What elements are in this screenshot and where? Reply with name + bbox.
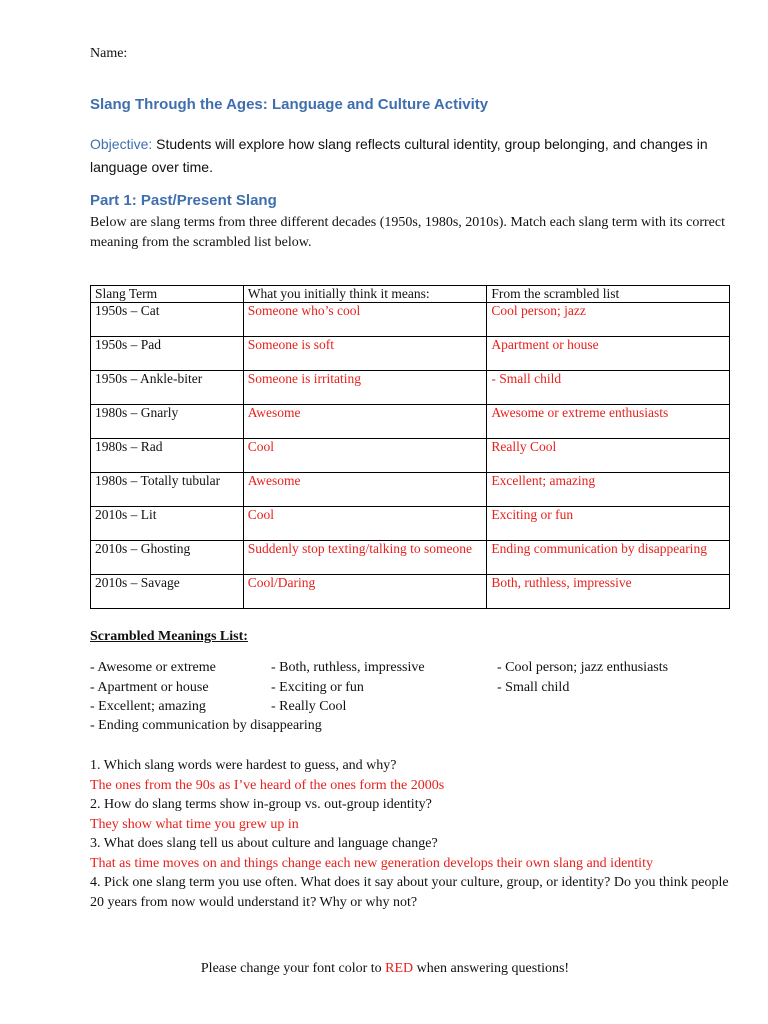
guess-answer-cell[interactable]: Suddenly stop texting/talking to someone	[243, 541, 487, 575]
scrambled-item: - Small child	[497, 680, 570, 695]
page-title: Slang Through the Ages: Language and Culture Activity	[90, 96, 489, 113]
slang-term-cell: 1950s – Cat	[91, 303, 244, 337]
footer-text-before: Please change your font color to	[200, 961, 386, 976]
part1-intro: Below are slang terms from three different decades (1950s, 1980s, 2010s). Match each slang term with its correct meaning from the scrambled list below.	[90, 215, 725, 250]
match-answer-cell[interactable]: Apartment or house	[487, 337, 730, 371]
guess-answer-cell[interactable]: Someone who’s cool	[243, 303, 487, 337]
footer-red-word: RED	[385, 961, 414, 976]
match-answer-cell[interactable]: Ending communication by disappearing	[487, 541, 730, 575]
table-row	[91, 575, 730, 609]
guess-answer-cell[interactable]: Cool	[243, 439, 487, 473]
scrambled-item: - Really Cool	[271, 699, 347, 714]
objective-text: Students will explore how slang reflects cultural identity, group belonging, and changes in language over time.	[90, 136, 708, 175]
scrambled-list-heading: Scrambled Meanings List:	[90, 629, 248, 644]
questions-section	[90, 756, 730, 912]
table-header-row	[91, 286, 730, 303]
guess-answer-cell[interactable]: Cool/Daring	[243, 575, 487, 609]
scrambled-item: - Cool person; jazz enthusiasts	[497, 660, 669, 675]
slang-term-cell: 1980s – Gnarly	[91, 405, 244, 439]
table-row	[91, 439, 730, 473]
table-header-cell: Slang Term	[91, 286, 244, 303]
guess-answer-cell[interactable]: Someone is soft	[243, 337, 487, 371]
question-text: 1. Which slang words were hardest to guess, and why?	[90, 758, 397, 773]
scrambled-item: - Awesome or extreme	[90, 660, 216, 675]
table-row	[91, 507, 730, 541]
footer-text-after: when answering questions!	[413, 961, 570, 976]
table-row	[91, 473, 730, 507]
table-row	[91, 337, 730, 371]
table-row	[91, 405, 730, 439]
table-header-cell: From the scrambled list	[487, 286, 730, 303]
match-answer-cell[interactable]: Awesome or extreme enthusiasts	[487, 405, 730, 439]
match-answer-cell[interactable]: Cool person; jazz	[487, 303, 730, 337]
guess-answer-cell[interactable]: Cool	[243, 507, 487, 541]
answer-text[interactable]: They show what time you grew up in	[90, 816, 299, 832]
scrambled-item: - Apartment or house	[90, 680, 209, 695]
objective-label: Objective:	[90, 136, 153, 152]
slang-term-cell: 1950s – Ankle-biter	[91, 371, 244, 405]
table-row	[91, 541, 730, 575]
guess-answer-cell[interactable]: Awesome	[243, 405, 487, 439]
question-text: 2. How do slang terms show in-group vs. out-group identity?	[90, 797, 432, 812]
scrambled-item: - Both, ruthless, impressive	[271, 660, 425, 675]
answer-text[interactable]: The ones from the 90s as I’ve heard of the ones form the 2000s	[90, 777, 445, 793]
match-answer-cell[interactable]: - Small child	[487, 371, 730, 405]
slang-table	[90, 285, 730, 609]
name-label: Name:	[90, 46, 128, 61]
answer-text[interactable]: That as time moves on and things change each new generation develops their own slang and identity	[90, 855, 653, 871]
table-row	[91, 371, 730, 405]
match-answer-cell[interactable]: Really Cool	[487, 439, 730, 473]
table-header-cell: What you initially think it means:	[243, 286, 487, 303]
slang-term-cell: 2010s – Ghosting	[91, 541, 244, 575]
footer-instruction	[90, 961, 680, 977]
question-text: 3. What does slang tell us about culture and language change?	[90, 836, 438, 851]
part1-heading: Part 1: Past/Present Slang	[90, 192, 277, 209]
slang-term-cell: 2010s – Lit	[91, 507, 244, 541]
scrambled-item: - Excellent; amazing	[90, 699, 206, 714]
match-answer-cell[interactable]: Exciting or fun	[487, 507, 730, 541]
slang-term-cell: 1980s – Totally tubular	[91, 473, 244, 507]
objective-paragraph	[90, 133, 730, 179]
slang-term-cell: 1980s – Rad	[91, 439, 244, 473]
match-answer-cell[interactable]: Both, ruthless, impressive	[487, 575, 730, 609]
match-answer-cell[interactable]: Excellent; amazing	[487, 473, 730, 507]
slang-term-cell: 2010s – Savage	[91, 575, 244, 609]
guess-answer-cell[interactable]: Someone is irritating	[243, 371, 487, 405]
scrambled-item: - Ending communication by disappearing	[90, 718, 322, 733]
scrambled-item: - Exciting or fun	[271, 680, 364, 695]
slang-term-cell: 1950s – Pad	[91, 337, 244, 371]
guess-answer-cell[interactable]: Awesome	[243, 473, 487, 507]
question-text: 4. Pick one slang term you use often. What does it say about your culture, group, or identity? Do you think people 20 years from now would understand it? Why or why not?	[90, 875, 729, 910]
table-row	[91, 303, 730, 337]
